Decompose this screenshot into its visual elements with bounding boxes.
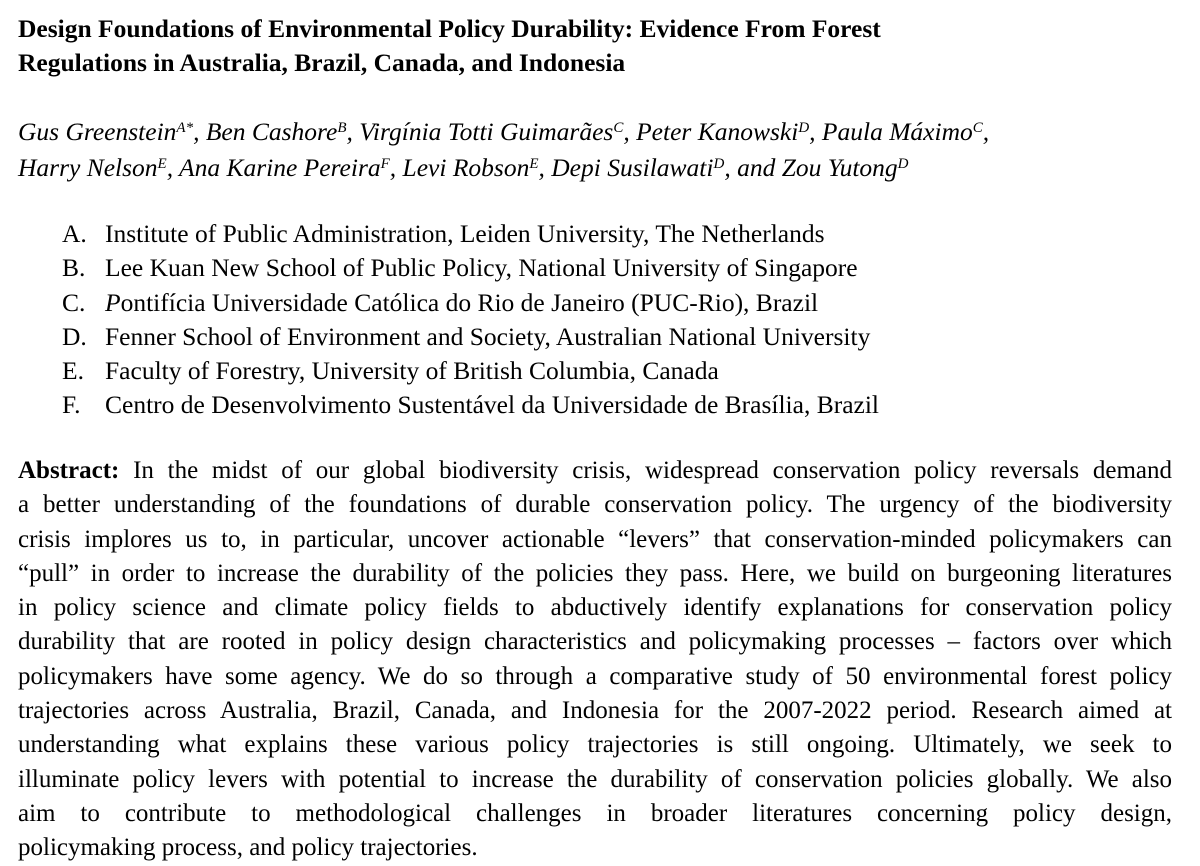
author-affiliation-mark: E <box>529 156 539 172</box>
author-name: Depi Susilawati <box>551 153 714 182</box>
affiliation-letter: D. <box>62 321 87 351</box>
abstract-line: trajectories across Australia, Brazil, Canada, and Indonesia for the 2007-2022 period. Research aimed at <box>18 697 1172 725</box>
author-separator: , <box>346 117 360 146</box>
abstract-line: illuminate policy levers with potential to increase the durability of conservation policies globally. We also <box>18 765 1172 793</box>
affiliation-italic-initial: P <box>105 287 121 317</box>
title-line: Design Foundations of Environmental Policy Durability: Evidence From Forest <box>18 14 881 43</box>
author-name: Zou Yutong <box>781 153 898 182</box>
affiliation-item <box>62 217 1162 251</box>
author-affiliation-mark: C <box>613 120 624 136</box>
affiliation-item <box>62 286 1162 320</box>
author-separator: , <box>538 153 552 182</box>
author-affiliation-mark: D <box>897 156 909 172</box>
author <box>179 153 403 182</box>
author-line-2 <box>18 150 1188 186</box>
affiliation-letter: F. <box>62 390 81 420</box>
author-separator: , <box>193 117 206 146</box>
abstract-line: in policy science and climate policy fields to abductively identify explanations for conservation policy <box>18 594 1172 622</box>
author <box>782 153 909 182</box>
affiliation-item <box>62 388 1162 422</box>
author-affiliation-mark: D <box>713 156 725 172</box>
author <box>822 117 989 146</box>
abstract-line: policymaking process, and policy trajectories. <box>18 834 478 862</box>
author-affiliation-mark: C <box>972 120 983 136</box>
affiliation-item <box>62 354 1162 388</box>
affiliation-item <box>62 320 1162 354</box>
author <box>636 117 822 146</box>
author <box>403 153 552 182</box>
author-separator: , <box>623 117 637 146</box>
author-separator: , <box>809 117 822 146</box>
abstract-text: In the midst of our global biodiversity crisis, widespread conservation policy reversals demand <box>119 457 1172 484</box>
abstract-line: crisis implores us to, in particular, uncover actionable “levers” that conservation-minded policymakers can <box>18 525 1172 553</box>
affiliation-text: Faculty of Forestry, University of British Columbia, Canada <box>105 356 719 386</box>
abstract-label: Abstract: <box>18 457 120 484</box>
author-name: Paula Máximo <box>821 117 973 146</box>
affiliation-letter: A. <box>62 219 87 248</box>
author-affiliation-mark: A* <box>176 120 194 136</box>
author-separator: , <box>982 117 990 146</box>
author <box>551 153 781 182</box>
author-separator: , <box>166 153 180 182</box>
abstract-line: understanding what explains these various policy trajectories is still ongoing. Ultimately, we seek to <box>18 731 1172 759</box>
affiliation-letter: E. <box>62 356 84 386</box>
author-name: Virgínia Totti Guimarães <box>359 117 614 146</box>
affiliation-text: Centro de Desenvolvimento Sustentável da Universidade de Brasília, Brazil <box>105 390 880 420</box>
abstract-line: durability that are rooted in policy design characteristics and policymaking processes – factors over which <box>18 628 1172 656</box>
affiliation-text: ontifícia Universidade Católica do Rio de Janeiro (PUC-Rio), Brazil <box>120 287 819 317</box>
affiliation-list <box>62 217 1162 423</box>
paper-title <box>18 12 1188 80</box>
author-affiliation-mark: B <box>337 120 347 136</box>
author-list <box>18 114 1188 186</box>
affiliation-letter: C. <box>62 287 86 317</box>
author-name: Harry Nelson <box>18 153 158 182</box>
author-separator: , <box>389 153 403 182</box>
author-name: Ana Karine Pereira <box>179 153 381 182</box>
abstract-line: “pull” in order to increase the durability of the policies they pass. Here, we build on burgeoning literatures <box>18 559 1172 587</box>
affiliation-item <box>62 251 1162 285</box>
author-separator: , and <box>724 153 782 182</box>
author-affiliation-mark: F <box>380 156 390 172</box>
author-affiliation-mark: D <box>798 120 810 136</box>
abstract-line: aim to contribute to methodological challenges in broader literatures concerning policy design, <box>18 799 1172 827</box>
abstract-line: a better understanding of the foundations of durable conservation policy. The urgency of the biodiversity <box>18 491 1172 519</box>
author <box>206 117 359 146</box>
abstract <box>18 454 1172 866</box>
affiliation-text: Lee Kuan New School of Public Policy, National University of Singapore <box>105 253 858 283</box>
author-name: Ben Cashore <box>205 117 338 146</box>
author <box>359 117 636 146</box>
author-line-1 <box>18 114 1188 150</box>
author-affiliation-mark: E <box>157 156 167 172</box>
title-line: Regulations in Australia, Brazil, Canada, and Indonesia <box>18 48 626 77</box>
author-name: Levi Robson <box>402 153 530 182</box>
abstract-line <box>18 454 1172 488</box>
abstract-line: policymakers have some agency. We do so through a comparative study of 50 environmental forest policy <box>18 662 1172 690</box>
author-name: Peter Kanowski <box>636 117 799 146</box>
affiliation-letter: B. <box>62 253 86 283</box>
author <box>18 153 179 182</box>
author-name: Gus Greenstein <box>18 117 177 146</box>
author <box>18 117 206 146</box>
affiliation-text: Fenner School of Environment and Society, Australian National University <box>105 321 871 351</box>
affiliation-text: Institute of Public Administration, Leiden University, The Netherlands <box>105 219 825 248</box>
